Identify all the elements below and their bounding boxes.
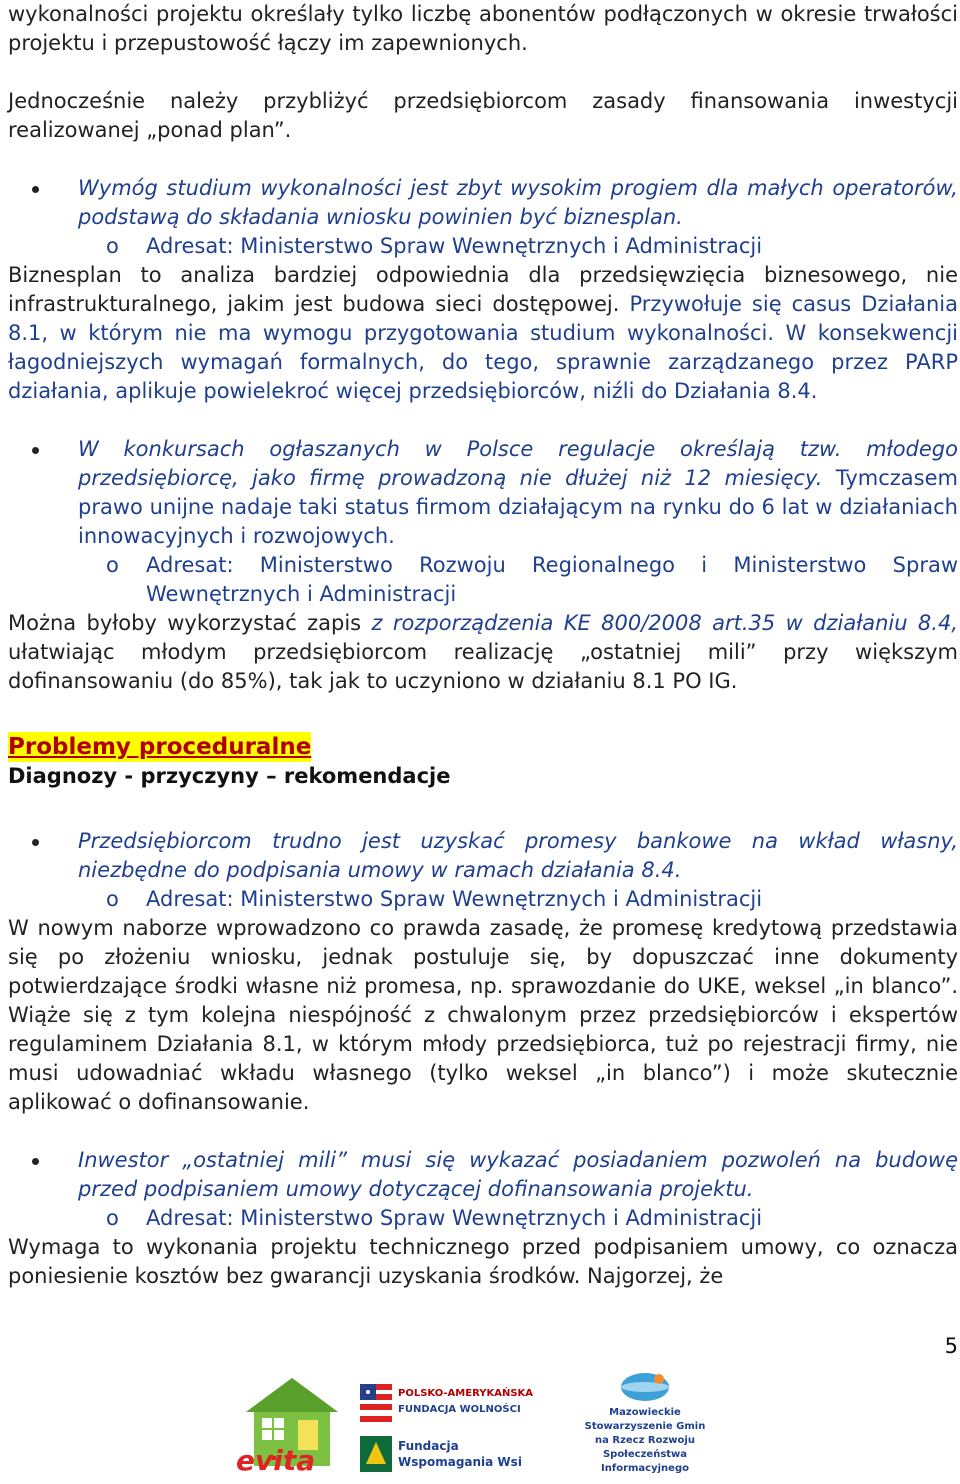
bullet-text: W konkursach ogłaszanych w Polsce regulacje określają tzw. młodego przedsiębiorcę, jako firmę prowadzoną nie dłużej niż 12 miesięcy. Tymczasem prawo unijne nadaje taki status firmom działającym na rynku do 6 lat w działaniach innowacyjnych i rozwojowych. (78, 437, 958, 548)
paff-name-line2: FUNDACJA WOLNOŚCI (398, 1404, 521, 1415)
mazow-line1: Mazowieckie (609, 1407, 681, 1418)
bullet-item (8, 435, 958, 551)
addressee-text: Adresat: Ministerstwo Spraw Wewnętrznych i Administracji (146, 1206, 763, 1230)
evita-wordmark: evita (236, 1444, 316, 1477)
addressee-text: Adresat: Ministerstwo Spraw Wewnętrznych i Administracji (146, 887, 763, 911)
section-heading: Problemy proceduralne (8, 734, 312, 760)
addressee-item (8, 1204, 958, 1233)
fww-name-line1: Fundacja (398, 1439, 459, 1453)
bullet-item (8, 1146, 958, 1204)
mazowieckie-logo (555, 1370, 735, 1480)
page-number: 5 (944, 1334, 958, 1358)
addressee-item (8, 232, 958, 261)
globe-icon (615, 1370, 675, 1404)
bullet-text: Przedsiębiorcom trudno jest uzyskać promesy bankowe na wkład własny, niezbędne do podpisania umowy w ramach działania 8.4. (78, 829, 958, 882)
paff-logo (358, 1380, 534, 1428)
paragraph: Wymaga to wykonania projektu technicznego przed podpisaniem umowy, co oznacza poniesienie kosztów bez gwarancji uzyskania środków. Najgorzej, że (8, 1235, 958, 1288)
fww-name-line2: Wspomagania Wsi (398, 1455, 522, 1469)
evita-logo (232, 1370, 352, 1480)
fww-emblem-icon (358, 1434, 394, 1474)
section-subheading: Diagnozy - przyczyny – rekomendacje (8, 764, 451, 788)
document-body (8, 0, 958, 1291)
bullet-icon (8, 1146, 78, 1175)
addressee-text: Adresat: Ministerstwo Spraw Wewnętrznych i Administracji (146, 234, 763, 258)
addressee-item (8, 551, 958, 609)
bullet-item (8, 827, 958, 885)
mazow-line3: na Rzecz Rozwoju (595, 1435, 695, 1446)
paragraph: Jednocześnie należy przybliżyć przedsiębiorcom zasady finansowania inwestycji realizowanej „ponad plan”. (8, 89, 958, 142)
paragraph: wykonalności projektu określały tylko liczbę abonentów podłączonych w okresie trwałości projektu i przepustowość łączy im zapewnionych. (8, 2, 958, 55)
footer-logos (0, 1370, 960, 1480)
bullet-text: Inwestor „ostatniej mili” musi się wykazać posiadaniem pozwoleń na budowę przed podpisaniem umowy dotyczącej dofinansowania projektu. (78, 1148, 958, 1201)
paragraph: W nowym naborze wprowadzono co prawda zasadę, że promesę kredytową przedstawia się po złożeniu wniosku, jednak postuluje się, by dopuszczać inne dokumenty potwierdzające środki własne niż promesa, np. sprawozdanie do UKE, weksel „in blanco”. Wiąże się z tym kolejna niespójność z chwalonym przez przedsiębiorców i ekspertów regulaminem Działania 8.1, w którym młody przedsiębiorca, tuż po rejestracji firmy, nie musi udowadniać wkładu własnego (tylko weksel „in blanco”) i może skutecznie aplikować o dofinansowanie. (8, 916, 958, 1114)
paragraph: Biznesplan to analiza bardziej odpowiednia dla przedsięwzięcia biznesowego, nie infrastrukturalnego, jakim jest budowa sieci dostępowej. Przywołuje się casus Działania 8.1, w którym nie ma wymogu przygotowania studium wykonalności. W konsekwencji łagodniejszych wymagań formalnych, do tego, sprawnie zarządzanego przez PARP działania, aplikuje powielekroć więcej przedsiębiorców, niźli do Działania 8.4. (8, 263, 958, 403)
bullet-item (8, 174, 958, 232)
flag-icon (358, 1382, 394, 1426)
bullet-text: Wymóg studium wykonalności jest zbyt wysokim progiem dla małych operatorów, podstawą do składania wniosku powinien być biznesplan. (78, 176, 958, 229)
addressee-text: Adresat: Ministerstwo Rozwoju Regionalnego i Ministerstwo Spraw Wewnętrznych i Administracji (146, 553, 958, 606)
paff-name-line1: POLSKO-AMERYKAŃSKA (398, 1388, 534, 1399)
sub-bullet-icon: o (106, 1206, 119, 1230)
paragraph: Można byłoby wykorzystać zapis z rozporządzenia KE 800/2008 art.35 w działaniu 8.4, ułatwiając młodym przedsiębiorcom realizację „ostatniej mili” przy większym dofinansowaniu (do 85%), tak jak to uczyniono w działaniu 8.1 PO IG. (8, 611, 958, 693)
addressee-item (8, 885, 958, 914)
bullet-icon (8, 435, 78, 464)
sub-bullet-icon: o (106, 887, 119, 911)
sub-bullet-icon: o (106, 553, 119, 577)
sub-bullet-icon: o (106, 234, 119, 258)
bullet-icon (8, 174, 78, 203)
mazow-line2: Stowarzyszenie Gmin (584, 1421, 706, 1432)
fww-logo (358, 1434, 522, 1478)
mazow-line5: Informacyjnego (601, 1463, 689, 1474)
mazow-line4: Społeczeństwa (602, 1449, 688, 1460)
bullet-icon (8, 827, 78, 856)
